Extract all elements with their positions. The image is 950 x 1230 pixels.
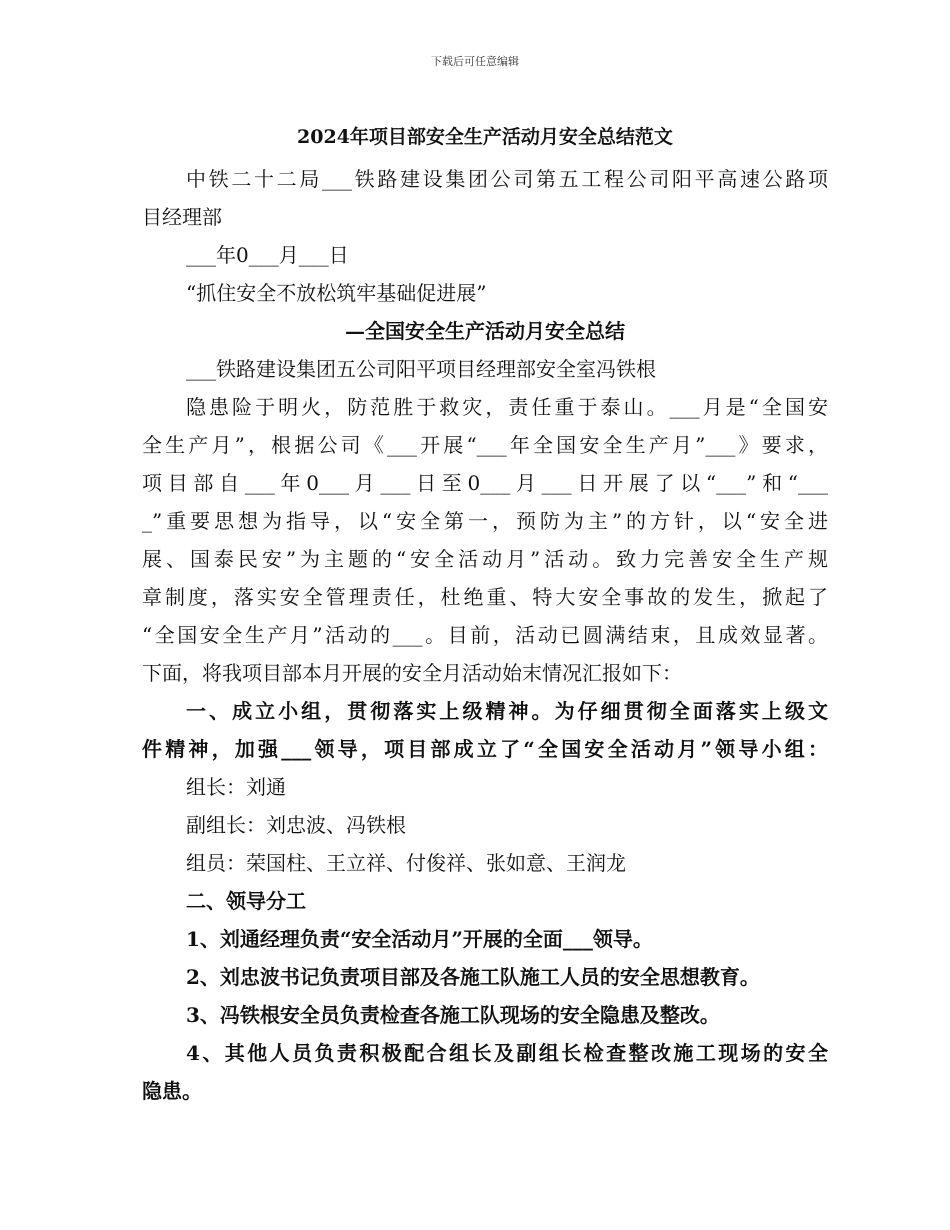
subtitle: —全国安全生产活动月安全总结 (345, 319, 625, 343)
document-title: 2024年项目部安全生产活动月安全总结范文 (297, 126, 673, 148)
paragraph-line: 项目部自___年0___月___日至0___月___日开展了以“___”和“___ (142, 471, 828, 495)
duty-item-3: 3、冯铁根安全员负责检查各施工队现场的安全隐患及整改。 (186, 1003, 720, 1027)
paragraph-line: “全国安全生产月”活动的___。目前，活动已圆满结束，且成效显著。 (142, 623, 828, 647)
duty-item-2: 2、刘忠波书记负责项目部及各施工队施工人员的安全思想教育。 (186, 965, 760, 989)
duty-item-4-cont: 隐患。 (142, 1079, 202, 1103)
author-line: ___铁路建设集团五公司阳平项目经理部安全室冯铁根 (186, 357, 656, 381)
paragraph-line: 全生产月”，根据公司《___开展“___年全国安全生产月”___》要求， (142, 433, 828, 457)
section-one-heading: 一、成立小组，贯彻落实上级精神。为仔细贯彻全面落实上级文 (186, 699, 828, 723)
paragraph-line: 章制度，落实安全管理责任，杜绝重、特大安全事故的发生，掀起了 (142, 585, 828, 609)
paragraph-line: 展、国泰民安”为主题的“安全活动月”活动。致力完善安全生产规 (142, 547, 828, 571)
org-line-1: 中铁二十二局___铁路建设集团公司第五工程公司阳平高速公路项 (186, 167, 828, 191)
paragraph-line: 下面，将我项目部本月开展的安全月活动始末情况汇报如下： (142, 661, 682, 685)
group-members: 组员：荣国柱、王立祥、付俊祥、张如意、王润龙 (186, 851, 626, 875)
paragraph-line: _”重要思想为指导，以“安全第一，预防为主”的方针，以“安全进 (142, 509, 828, 533)
header-note: 下载后可任意编辑 (431, 55, 519, 68)
date-line: ___年0___月___日 (186, 243, 349, 267)
subtitle-quote: “抓住安全不放松筑牢基础促进展” (186, 281, 487, 305)
org-line-2: 目经理部 (142, 205, 222, 229)
section-one-text: 件精神，加强___领导，项目部成立了“全国安全活动月”领导小组： (142, 737, 828, 761)
duty-item-4: 4、其他人员负责积极配合组长及副组长检查整改施工现场的安全 (186, 1041, 828, 1065)
group-leader: 组长：刘通 (186, 775, 286, 799)
document-body (142, 118, 828, 1110)
paragraph-line: 隐患险于明火，防范胜于救灾，责任重于泰山。___月是“全国安 (186, 395, 828, 419)
group-deputy-leaders: 副组长：刘忠波、冯铁根 (186, 813, 406, 837)
duty-item-1: 1、刘通经理负责“安全活动月”开展的全面___领导。 (186, 927, 653, 951)
section-two-heading: 二、领导分工 (186, 889, 306, 913)
